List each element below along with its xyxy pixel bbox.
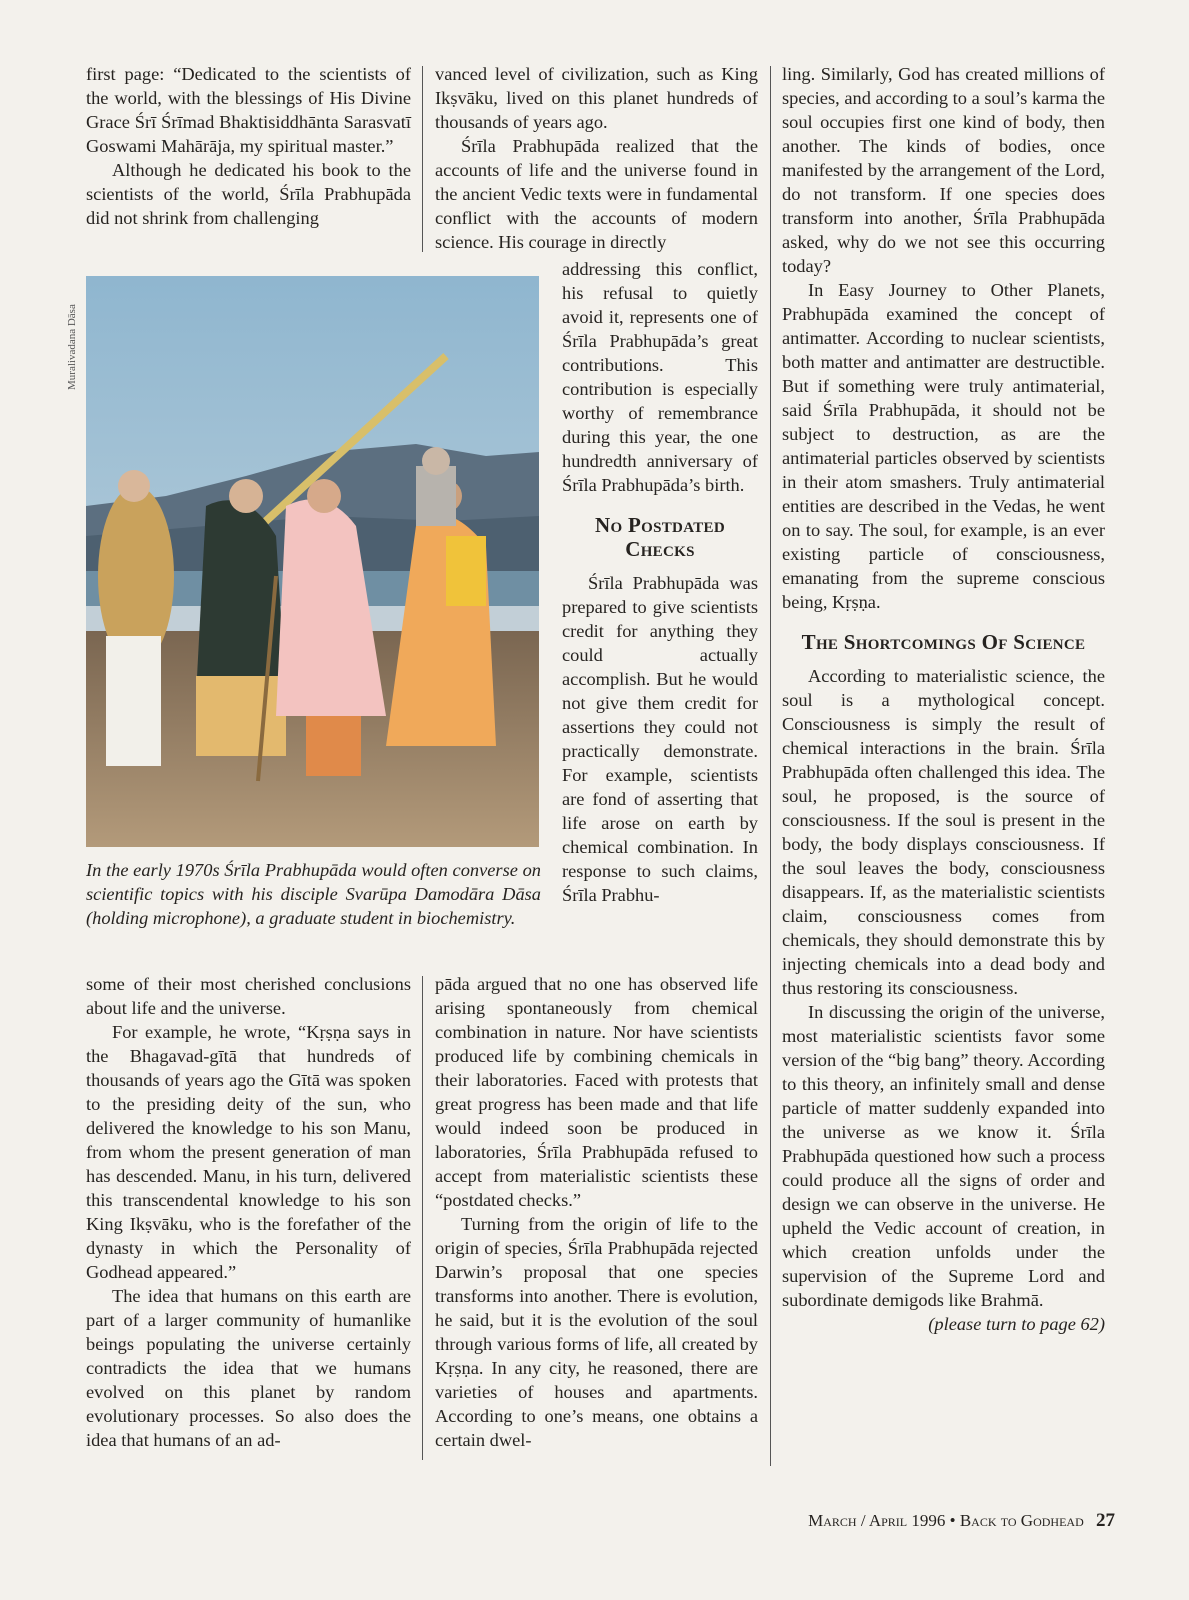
column-rule-left [422,66,423,252]
beach-walk-illustration [86,276,539,847]
paragraph: first page: “Dedicated to the scientists of the world, with the blessings of His Divine Grace Śrī Śrīmad Bhaktisiddhānta Sarasvatī Goswami Mahārāja, my spiritual master.” [86,64,411,156]
column-2-bottom [435,972,758,1452]
magazine-name: Back to Godhead [959,1511,1084,1530]
column-2-top [435,62,758,254]
paragraph: some of their most cherished conclusions about life and the universe. [86,974,411,1018]
page-number: 27 [1096,1510,1115,1531]
issue-date: March / April 1996 [808,1511,946,1530]
section-heading-shortcomings: The Shortcomings Of Science [801,630,1086,654]
paragraph: Although he dedicated his book to the scientists of the world, Śrīla Prabhupāda did not shrink from challenging [86,160,411,228]
photo-credit: Muralivadana Dāsa [66,304,78,390]
paragraph: Śrīla Prabhupāda was prepared to give scientists credit for anything they could actually accomplish. But he would not give them credit for assertions they could not practically demonstrate. For example, scientists are fond of asserting that life arose on earth by chemical combination. In response to such claims, Śrīla Prabhu- [562,573,758,905]
paragraph: In discussing the origin of the universe, most materialistic scientists favor some version of the “big bang” theory. According to this theory, an infinitely small and dense particle of matter suddenly expanded into the universe as we know it. Śrīla Prabhupāda questioned how such a process could produce all the signs of order and design we can observe in the universe. He upheld the Vedic account of creation, in which creation unfolds under the supervision of the Supreme Lord and subordinate demigods like Brahmā. [782,1002,1105,1310]
column-2-wrap [562,257,758,907]
paragraph: In Easy Journey to Other Planets, Prabhupāda examined the concept of antimatter. According to nuclear scientists, both matter and antimatter are destructible. But if something were truly antimaterial, said Śrīla Prabhupāda, it should not be subject to destruction, as are the antimaterial particles observed by scientists in their atom smashers. Truly antimaterial entities are described in the Vedas, he went on to say. The soul, for example, is an ever existing particle of consciousness, emanating from the supreme conscious being, Kṛṣṇa. [782,280,1105,612]
paragraph: pāda argued that no one has observed life arising spontaneously from chemical combination in nature. Nor have scientists produced life by combining chemicals in their laboratories. Faced with protests that great progress has been made and that life would indeed soon be produced in laboratories, Śrīla Prabhupāda refused to accept from materialistic scientists these “postdated checks.” [435,974,758,1210]
column-rule-left-lower [422,976,423,1460]
photo-caption: In the early 1970s Śrīla Prabhupāda would often converse on scientific topics with his disciple Svarūpa Damodāra Dāsa (holding microphone), a graduate student in biochemistry. [86,860,541,928]
column-1-bottom [86,972,411,1452]
photo-beach-walk [86,276,539,847]
paragraph: vanced level of civilization, such as King Ikṣvāku, lived on this planet hundreds of thousands of years ago. [435,64,758,132]
paragraph: The idea that humans on this earth are part of a larger community of humanlike beings populating the universe certainly contradicts the idea that we humans evolved on this planet by random evolutionary processes. So also does the idea that humans of an ad- [86,1286,411,1450]
paragraph: For example, he wrote, “Kṛṣṇa says in the Bhagavad-gītā that hundreds of thousands of years ago the Gītā was spoken to the presiding deity of the sun, who delivered the knowledge to his son Manu, from whom the present generation of man has descended. Manu, in his turn, delivered this transcendental knowledge to his son King Ikṣvāku, who is the forefather of the dynasty in which the Personality of Godhead appeared.” [86,1022,411,1282]
page-footer [700,1510,1115,1532]
continued-notice: (please turn to page 62) [928,1314,1105,1334]
section-heading-postdated: No Postdated Checks [595,513,725,561]
paragraph: Śrīla Prabhupāda realized that the accounts of life and the universe found in the ancient Vedic texts were in fundamental conflict with the accounts of modern science. His courage in directly [435,136,758,252]
bullet: • [949,1511,956,1530]
column-rule-right [770,66,771,1466]
paragraph: According to materialistic science, the soul is a mythological concept. Consciousness is simply the result of chemical interactions in the brain. Śrīla Prabhupāda often challenged this idea. The soul, he proposed, is the source of consciousness. If the soul is present in the body, the body displays consciousness. If the soul leaves the body, consciousness disappears. If, as the materialistic scientists claim, consciousness comes from chemicals, they should demonstrate this by injecting chemicals into a dead body and thus restoring its consciousness. [782,666,1105,998]
paragraph: addressing this conflict, his refusal to quietly avoid it, represents one of Śrīla Prabhupāda’s great contributions. This contribution is especially worthy of remembrance during this year, the one hundredth anniversary of Śrīla Prabhupāda’s birth. [562,259,758,495]
column-1-top [86,62,411,230]
paragraph: Turning from the origin of life to the origin of species, Śrīla Prabhupāda rejected Darwin’s proposal that one species transforms into another. There is evolution, he said, but it is the evolution of the soul through various forms of life, all created by Kṛṣṇa. In any city, he reasoned, there are varieties of houses and apartments. According to one’s means, one obtains a certain dwel- [435,1214,758,1450]
column-3 [782,62,1105,1336]
paragraph: ling. Similarly, God has created millions of species, and according to a soul’s karma the soul occupies first one kind of body, then another. The kinds of bodies, once manifested by the arrangement of the Lord, do not transform. If one species does transform into another, Śrīla Prabhupāda asked, why do we not see this occurring today? [782,64,1105,276]
